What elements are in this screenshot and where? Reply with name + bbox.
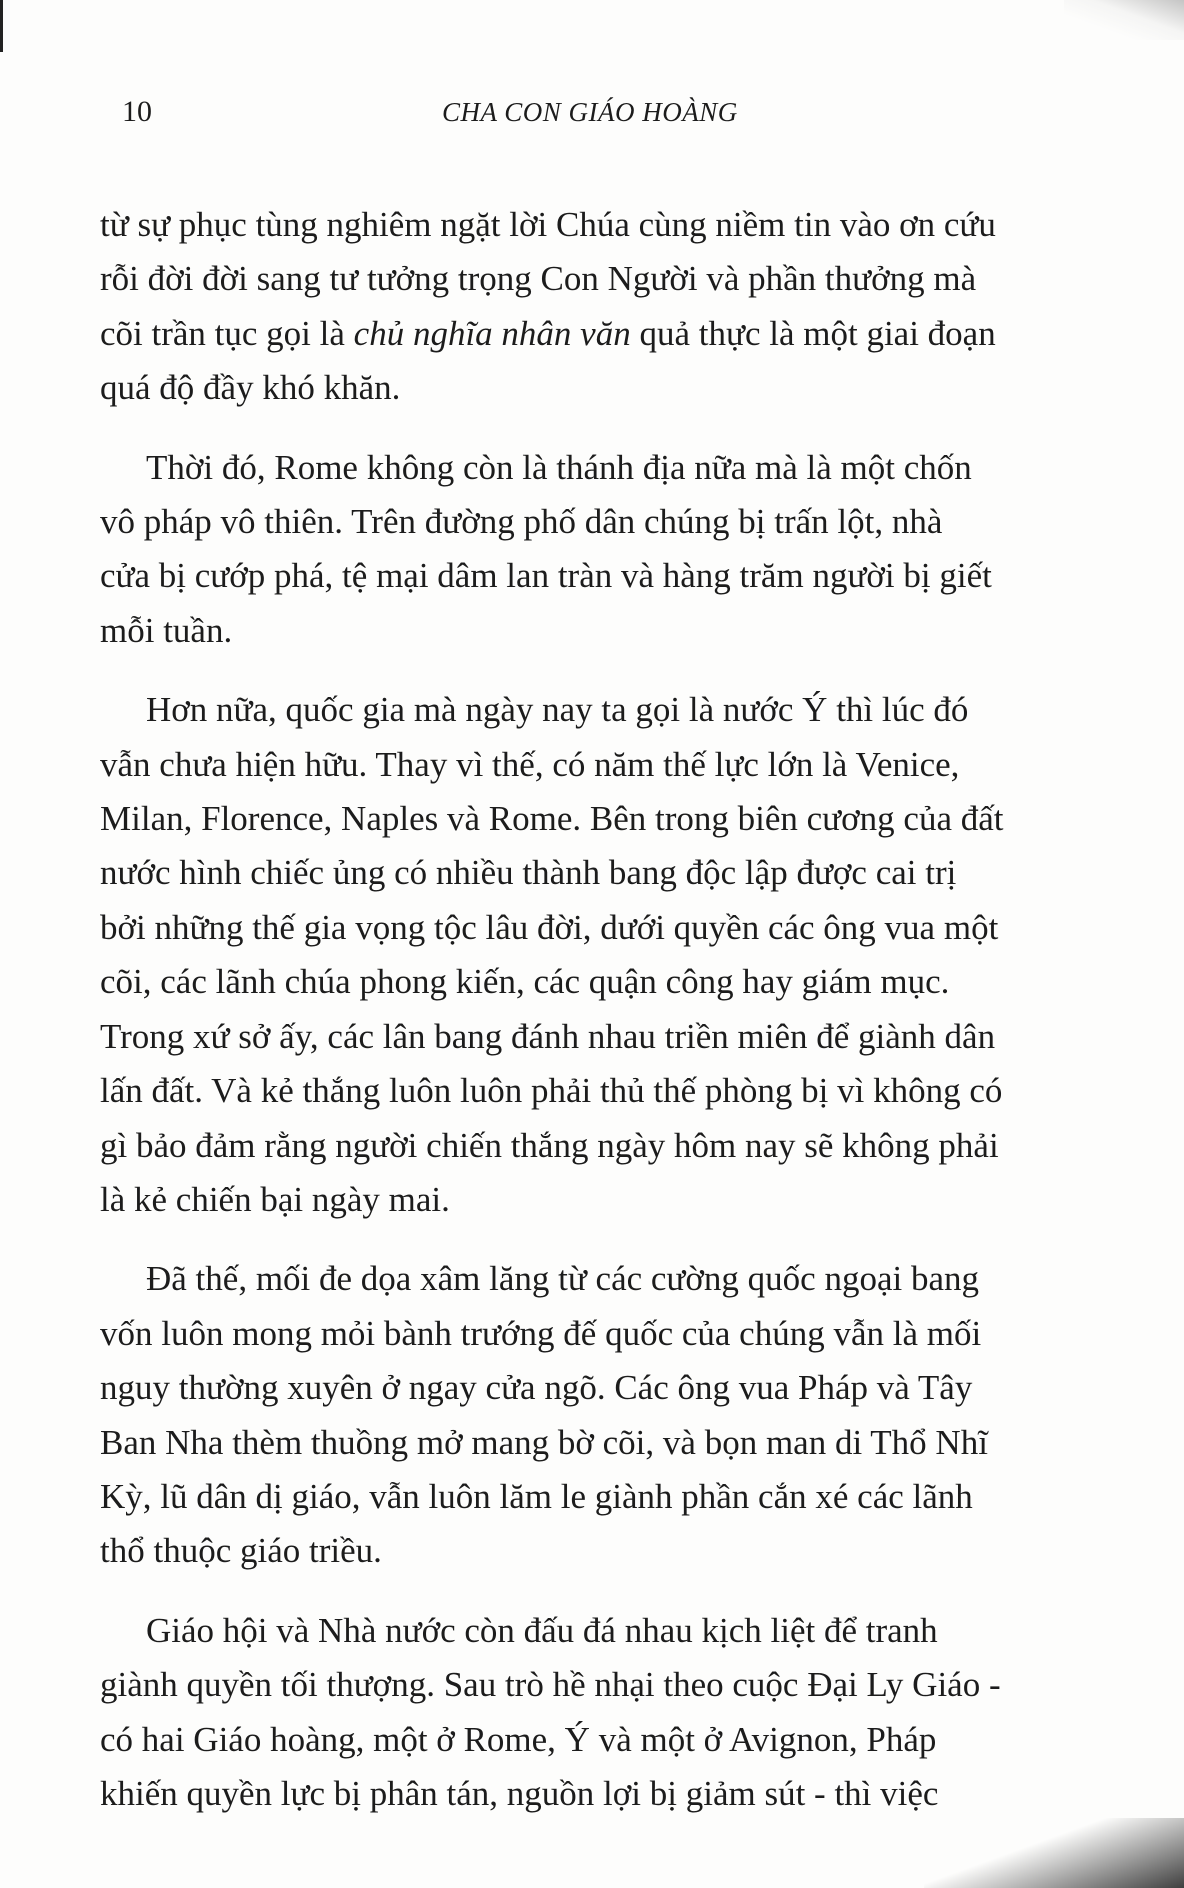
text-line: Trong xứ sở ấy, các lân bang đánh nhau triền miên để giành dân [100,1016,996,1056]
running-header [0,92,1184,132]
text-line: vốn luôn mong mỏi bành trướng đế quốc của chúng vẫn là mối [100,1313,982,1353]
text-line: Đã thế, mối đe dọa xâm lăng từ các cường quốc ngoại bang [146,1259,979,1299]
text-line: thổ thuộc giáo triều. [100,1531,382,1571]
text-line: là kẻ chiến bại ngày mai. [100,1179,450,1219]
paragraph [100,198,1082,416]
text-line: gì bảo đảm rằng người chiến thắng ngày hôm nay sẽ không phải [100,1125,999,1165]
page-number: 10 [122,95,152,128]
paragraph [100,441,1082,659]
text-line: giành quyền tối thượng. Sau trò hề nhại theo cuộc Đại Ly Giáo - [100,1665,1001,1705]
text-line [100,307,1082,361]
page-edge-mark [0,0,3,52]
text-line: bởi những thế gia vọng tộc lâu đời, dưới quyền các ông vua một [100,907,999,947]
text-line: Kỳ, lũ dân dị giáo, vẫn luôn lăm le giành phần cắn xé các lãnh [100,1476,973,1516]
body-text [100,198,1082,1821]
text-line: Ban Nha thèm thuồng mở mang bờ cõi, và bọn man di Thổ Nhĩ [100,1422,988,1462]
paragraph [100,1252,1082,1578]
text-line: mỗi tuần. [100,610,233,650]
text-line: Thời đó, Rome không còn là thánh địa nữa mà là một chốn [146,447,972,487]
text-line: có hai Giáo hoàng, một ở Rome, Ý và một ở Avignon, Pháp [100,1719,937,1759]
text-line: vô pháp vô thiên. Trên đường phố dân chúng bị trấn lột, nhà [100,502,943,542]
text-line: Hơn nữa, quốc gia mà ngày nay ta gọi là nước Ý thì lúc đó [146,690,969,730]
text-line: Giáo hội và Nhà nước còn đấu đá nhau kịch liệt để tranh [146,1610,938,1650]
scan-shadow-bottom [924,1818,1184,1888]
text-line: khiến quyền lực bị phân tán, nguồn lợi bị giảm sút - thì việc [100,1773,939,1813]
text-line: rỗi đời đời sang tư tưởng trọng Con Người và phần thưởng mà [100,259,977,299]
paragraph [100,683,1082,1227]
text-line: vẫn chưa hiện hữu. Thay vì thế, có năm thế lực lớn là Venice, [100,744,960,784]
text-line: quá độ đầy khó khăn. [100,368,401,408]
running-title: CHA CON GIÁO HOÀNG [442,97,738,127]
text-run: cõi trần tục gọi là [100,313,354,353]
text-line: nước hình chiếc ủng có nhiều thành bang độc lập được cai trị [100,853,957,893]
italic-term: chủ nghĩa nhân văn [353,313,631,353]
text-line: Milan, Florence, Naples và Rome. Bên trong biên cương của đất [100,799,1004,839]
scan-shadow-top [1064,0,1184,40]
text-line: nguy thường xuyên ở ngay cửa ngõ. Các ông vua Pháp và Tây [100,1368,973,1408]
text-line: cõi, các lãnh chúa phong kiến, các quận công hay giám mục. [100,962,950,1002]
text-line: cửa bị cướp phá, tệ mại dâm lan tràn và hàng trăm người bị giết [100,556,992,596]
paragraph [100,1604,1082,1822]
text-line: lấn đất. Và kẻ thắng luôn luôn phải thủ thế phòng bị vì không có [100,1071,1003,1111]
text-line: từ sự phục tùng nghiêm ngặt lời Chúa cùng niềm tin vào ơn cứu [100,205,996,244]
text-run: quả thực là một giai đoạn [630,313,996,353]
